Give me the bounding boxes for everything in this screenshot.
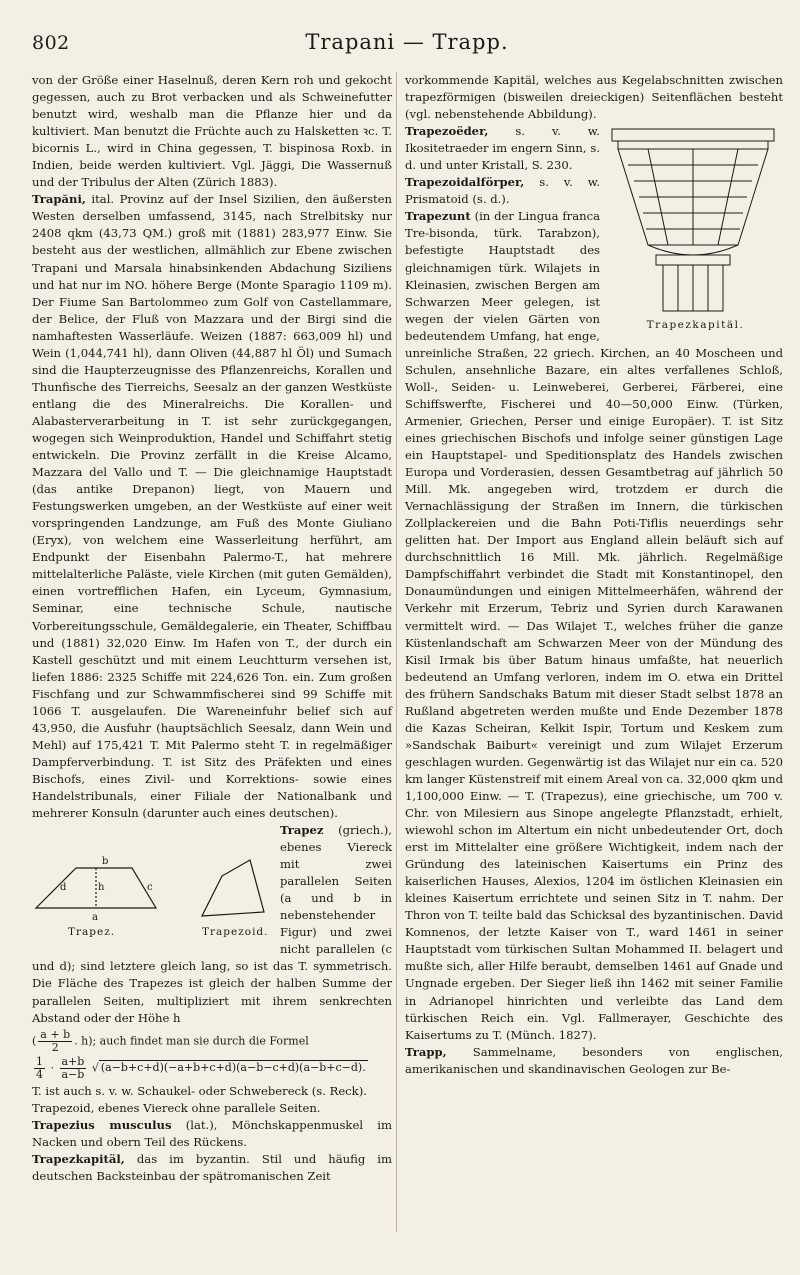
headword: Trapez [280,823,324,838]
figure-caption: Trapezkapitäl. [646,319,745,332]
label-b: b [102,856,109,868]
headword: Trapezoëder, [405,124,489,139]
trapezoid-diagram [32,824,272,940]
left-column [32,72,392,1185]
fraction [38,1029,72,1054]
entry-text: (lat.), Mönchskappenmuskel im Nacken und obern Teil des Rückens. [32,1117,392,1149]
column-rule [396,72,397,1232]
headword: Trapezoidalförper, [405,175,525,190]
right-column [405,72,783,1078]
entry-text: s. v. w. Prismatoid (s. d.). [405,175,600,207]
headword: Trapezkapitäl, [32,1151,125,1166]
entry-trapez [32,822,392,1100]
root-sign: √ [91,1061,99,1075]
headword: Trapp, [405,1044,447,1059]
formula-heron [32,1056,392,1081]
numerator: a+b [61,1054,85,1068]
trapezkapital-illustration [608,125,778,315]
caption-trapez: Trapez. [68,926,116,939]
paren-close: ) [88,1034,93,1048]
entry-continuation: von der Größe einer Haselnuß, deren Kern roh und gekocht gegessen, auch zu Brot verbacken und als Schweinefutter benutzt wird, weshalb man die Pflanze hier und da kultiviert. Man benutzt die Früchte auch zu Halsketten ꝛc. T. bicornis L., wird in China gegessen, T. bispinosa Roxb. in Indien, beide werden kultiviert. Vgl. Jäggi, Die Wassernuß und der Tribulus der Alten (Zürich 1883). [32,73,392,190]
formula-tail: ; auch findet man sie durch die Formel [92,1034,309,1048]
entry-text: ital. Provinz auf der Insel Sizilien, den äußersten Westen derselben umfassend, 3145, nach Strelbitsky nur 2408 qkm (43,73 QM.) groß mit (1881) 283,977 Einw. Sie besteht aus der westlichen, allmählich zur Ebene zwischen Trapani und Marsala hinabsinkenden Abdachung Siziliens und hat nur im NO. höhere Berge (Monte Sparagio 1109 m). Der Fiume San Bartolommeo zum Golf von Castellammare, der Belice, der Fluß von Mazzara und der Birgi sind die namhaftesten Wasserläufe. Weizen (1887: 663,009 hl) und Wein (1,044,741 hl), dann Oliven (44,887 hl Öl) und Sumach sind die Haupterzeugnisse des Pflanzenreichs, Korallen und Thunfische des Tierreichs, Seesalz an der ganzen Westküste entlang die des Mineralreichs. Die Korallen- und Alabasterverarbeitung in T. ist sehr zurückgegangen, wogegen sich Weinproduktion, Handel und Schiffahrt stetig entwickeln. Die Provinz zerfällt in die Kreise Alcamo, Mazzara del Vallo und T. — Die gleichnamige Hauptstadt (das antike Drepanon) liegt, von Mauern und Festungswerken umgeben, an der Westküste auf einer weit vorspringenden Landzunge, am Fuß des Monte Giuliano (Eryx), von welchem eine Wasserleitung herführt, am Endpunkt der Eisenbahn Palermo-T., hat mehrere mittelalterliche Paläste, viele Kirchen (mit guten Gemälden), einen vortrefflichen Hafen, ein Lyceum, Gymnasium, Seminar, eine technische Schule, nautische Vorbereitungsschule, Gemäldegalerie, ein Theater, Schiffbau und (1881) 32,020 Einw. Im Hafen von T., der durch ein Kastell geschützt und mit einem Leuchtturm versehen ist, liefen 1886: 2325 Schiffe mit 224,626 Ton. ein. Zum großen Fischfang und zur Schwammfischerei sind 99 Schiffe mit 1066 T. ausgelaufen. Die Wareneinfuhr belief sich auf 43,950, die Ausfuhr (hauptsächlich Seesalz, dann Wein und Mehl) auf 175,421 T. Mit Palermo steht T. in regelmäßiger Dampferverbindung. T. ist Sitz des Präfekten und eines Bischofs, eines Zivil- und Korrektions- sowie eines Handelstribunals, einer Filiale der Nationalbank und mehrerer Konsuln (darunter auch eines deutschen). [32,192,392,821]
entry-trapezoid: Trapezoid, ebenes Viereck ohne parallele Seiten. [32,1100,321,1115]
page-header [32,26,782,60]
radicand: (a−b+c+d)(−a+b+c+d)(a−b−c+d)(a−b+c−d). [100,1061,366,1075]
denominator: 4 [36,1067,43,1081]
page-number: 802 [32,32,70,54]
caption-trapezoid: Trapezoid. [202,926,269,939]
trapezoid-shape [202,860,264,916]
denominator: 2 [51,1040,59,1054]
entry-text: das im byzantin. Stil und häufig im deutschen Backsteinbau der spätromanischen Zeit [32,1151,393,1183]
headword: Trapezunt [405,209,471,224]
entry-text: Sammelname, besonders von englischen, amerikanischen und skandinavischen Geologen zur Be- [405,1044,783,1076]
headword: Trapezius musculus [32,1117,172,1132]
label-a: a [92,912,98,924]
numerator: 1 [36,1054,43,1068]
headword: Trapăni, [32,192,86,207]
entry-text-2: T. ist auch s. v. w. Schaukel- oder Schwebereck (s. Reck). [32,1083,367,1098]
abacus [612,129,774,141]
paren-open: ( [32,1034,37,1048]
trapezoid-figures [32,824,272,940]
capital-figure [608,125,783,334]
entry-continuation: vorkommende Kapitäl, welches aus Kegelabschnitten zwischen trapezförmigen (bisweilen dreieckigen) Seitenflächen besteht (vgl. nebenstehende Abbildung). [405,73,783,122]
running-head: Trapani — Trapp. [305,30,509,54]
entry-text: s. v. w. Ikositetraeder im engern Sinn, s. d. und unter Kristall, S. 230. [405,124,600,173]
h-term: . h [74,1034,89,1048]
entry-text: (in der Lingua franca Tre-bisonda, türk. Tarabzon), befestigte Hauptstadt des gleichnamigen türk. Wilajets in Kleinasien, zwischen Bergen am Schwarzen Meer gelegen, ist wegen der vielen Gärten von bedeutendem Umfang, hat enge, unreinliche Straßen, 22 griech. Kirchen, an 40 Moscheen und Schulen, ansehnliche Bazare, ein altes verfallenes Schloß, Woll-, Seiden- u. Leinweberei, Gerberei, Färberei, eine Schiffswerfte, Fischerei und 40—50,000 Einw. (Türken, Armenier, Griechen, Perser und einige Europäer). T. ist Sitz eines griechischen Bischofs und infolge seiner günstigen Lage ein Hauptstapel- und Speditionsplatz des Handels zwischen Europa und Vorderasien, dessen Gesamtbetrag auf jährlich 50 Mill. Mk. angegeben wird, trotzdem er durch die Vernachlässigung der Straßen im Innern, die türkischen Zollplackereien und die Bahn Poti-Tiflis neuerdings sehr gelitten hat. Der Import aus England allein beläuft sich auf durchschnittlich 16 Mill. Mk. jährlich. Regelmäßige Dampfschiffahrt verbindet die Stadt mit Konstantinopel, den Donaumündungen und einigen Mittelmeerhäfen, während der Verkehr mit Erzerum, Tebriz und Syrien durch Karawanen vermittelt wird. — Das Wilajet T., welches früher die ganze Küstenlandschaft am Schwarzen Meer von der Mündung des Kisil Irmak bis über Batum hinaus umfaßte, hat neuerlich bedeutend an Umfang verloren, indem im O. etwa ein Drittel des frühern Sandschaks Batum mit dieser Stadt selbst 1878 an Rußland abgetreten werden mußte und Ende Dezember 1878 die Kazas Scheiran, Kelkit Ispir, Tortum und Keskem zum »Sandschak Baiburt« vereinigt und zum Wilajet Erzerum geschlagen wurden. Gegenwärtig ist das Wilajet nur ein ca. 520 km langer Küstenstreif mit einem Areal von ca. 32,000 qkm und 1,100,000 Einw. — T. (Trapezus), eine griechische, um 700 v. Chr. von Milesiern aus Sinope angelegte Pflanzstadt, erhielt, wiewohl schon im Altertum ein nicht unbedeutender Ort, doch erst im Mittelalter eine größere Wichtigkeit, indem nach der Gründung des lateinischen Kaisertums ein Prinz des kaiserlichen Hauses, Alexios, 1204 im östlichen Kleinasien ein kleines Kaisertum errichtete und seinen Sitz in T. nahm. Der Thron von T. teilte bald das Schicksal des byzantinischen. David Komnenos, der letzte Kaiser von T., ward 1461 in seiner Hauptstadt vom türkischen Sultan Mohammed II. belagert und mußte sich, aller Hilfe beraubt, demselben 1461 auf Gnade und Ungnade ergeben. Der Sieger ließ ihn 1462 mit seiner Familie in Adrianopel hinrichten und verleibte das Land dem türkischen Reich ein. Vgl. Fallmerayer, Geschichte des Kaisertums zu T. (Münch. 1827). [405,209,783,1042]
entry-trapezkapital [32,1151,392,1185]
formula-area [32,1029,392,1054]
entry-trapezius [32,1117,392,1151]
entry-trapani [32,191,392,822]
label-h: h [98,882,105,894]
numerator: a + b [40,1027,71,1041]
entry-trapp [405,1044,783,1078]
entry-text: (griech.), ebenes Viereck mit zwei parallelen Seiten (a und b in nebenstehender Figur) und zwei nicht parallelen (c und d); sind letztere gleich lang, so ist das T. symmetrisch. Die Fläche des Trapezes ist gleich der halben Summe der parallelen Seiten, multipliziert mit ihrem senkrechten Abstand oder der Höhe h [32,823,392,1025]
ratio-fraction [60,1056,87,1081]
label-d: d [60,882,67,894]
denominator: a−b [61,1067,85,1081]
dot: · [50,1061,54,1075]
quarter-fraction [34,1056,45,1081]
label-c: c [147,882,153,894]
